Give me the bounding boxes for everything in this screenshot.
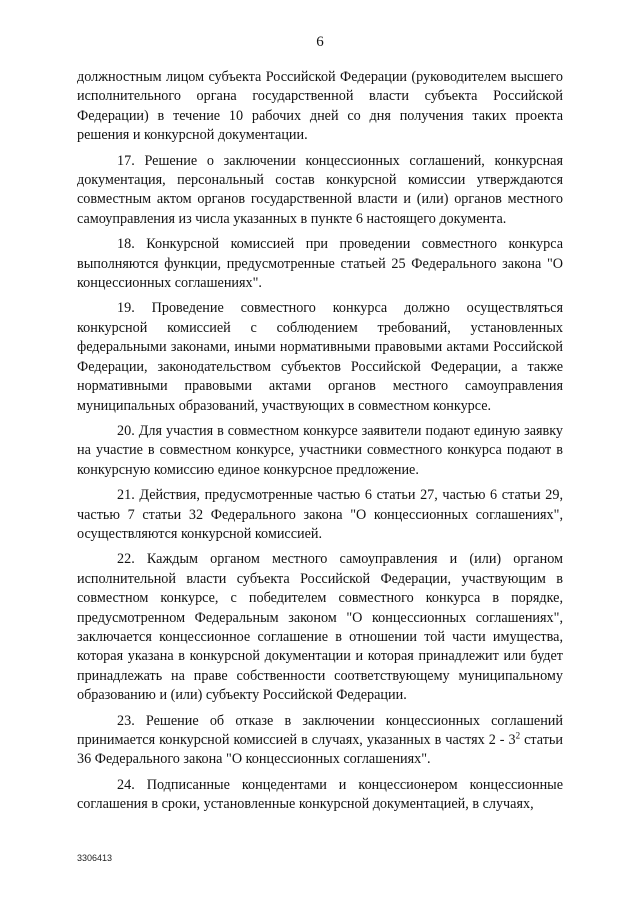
paragraph-23-text-before: 23. Решение об отказе в заключении концессионных соглашений принимается конкурсной комиссией в случаях, указанных в частях 2 - 3 (77, 712, 563, 748)
paragraph-20: 20. Для участия в совместном конкурсе заявители подают единую заявку на участие в совместном конкурсе, участники совместного конкурса подают в конкурсную комиссию единое конкурсное предложение. (77, 422, 563, 478)
paragraph-23-text-after: статьи 36 Федерального закона "О концессионных соглашениях". (77, 732, 563, 768)
paragraph-23 (77, 712, 563, 770)
footer-document-code: 3306413 (77, 853, 113, 863)
paragraph-21: 21. Действия, предусмотренные частью 6 статьи 27, частью 6 статьи 29, частью 7 статьи 32 Федерального закона "О концессионных соглашениях", осуществляются конкурсной комиссией. (77, 487, 563, 542)
paragraph-18: 18. Конкурсной комиссией при проведении совместного конкурса выполняются функции, предусмотренные статьей 25 Федерального закона "О концессионных соглашениях". (77, 236, 563, 292)
paragraph-24: 24. Подписанные концедентами и концессионером концессионные соглашения в сроки, установленные конкурсной документацией, в случаях, (77, 776, 563, 813)
page-number: 6 (316, 34, 324, 50)
paragraph-continuation: должностным лицом субъекта Российской Федерации (руководителем высшего исполнительного органа государственной власти субъекта Российской Федерации) в течение 10 рабочих дней со дня получения таких проекта решения и конкурсной документации. (77, 69, 563, 144)
paragraph-19: 19. Проведение совместного конкурса должно осуществляться конкурсной комиссией с соблюдением требований, установленных федеральными законами, иными нормативными правовыми актами Российской Федерации, законодательством субъектов Российской Федерации, а также нормативными правовыми актами органов местного самоуправления муниципальных образований, участвующих в совместном конкурсе. (77, 300, 563, 414)
document-body (77, 68, 563, 821)
paragraph-22: 22. Каждым органом местного самоуправления и (или) органом исполнительной власти субъекта Российской Федерации, участвующим в совместном конкурсе, с победителем совместного конкурса в порядке, предусмотренном Федеральным законом "О концессионных соглашениях", заключается концессионное соглашение в отношении той части имущества, которая указана в конкурсной документации и которая принадлежит или будет принадлежать на праве собственности соответствующему муниципальному образованию и (или) субъекту Российской Федерации. (77, 551, 563, 704)
paragraph-17: 17. Решение о заключении концессионных соглашений, конкурсная документация, персональный состав конкурсной комиссии утверждаются совместным актом органов государственной власти и (или) органов местного самоуправления из числа указанных в пункте 6 настоящего документа. (77, 152, 563, 227)
paragraph-23-superscript: 2 (515, 730, 521, 741)
